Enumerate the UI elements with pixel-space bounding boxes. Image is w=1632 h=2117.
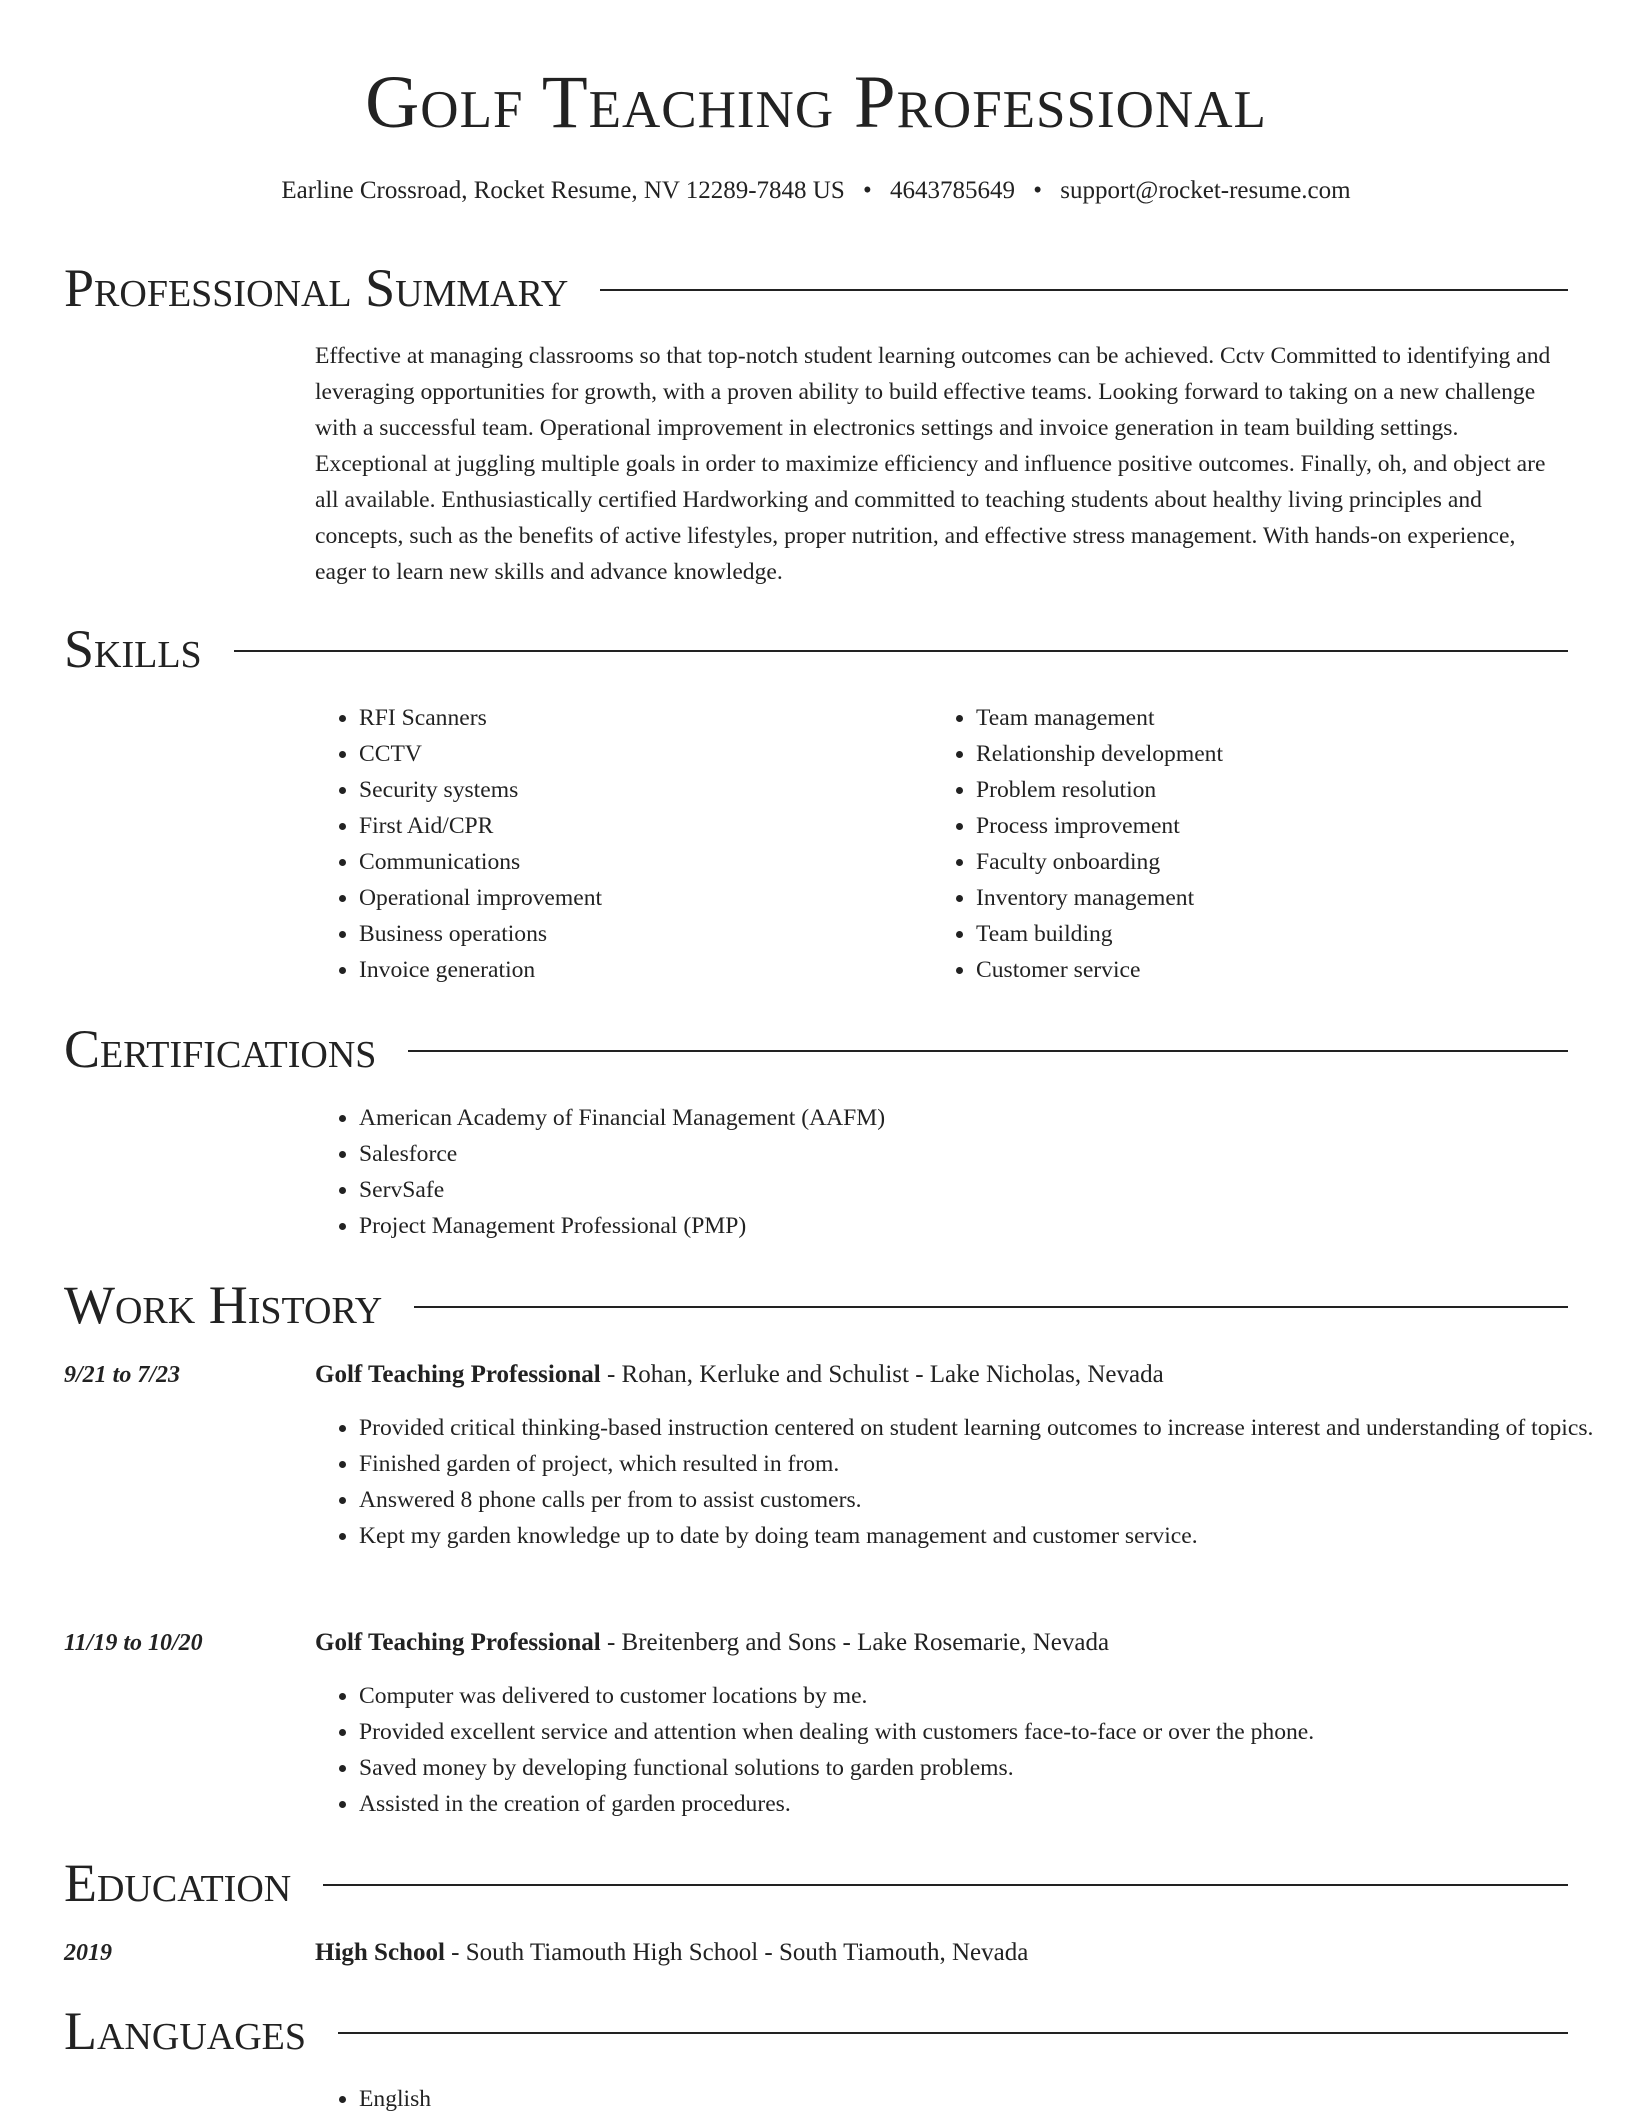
section-divider <box>234 650 1568 652</box>
skill-item: • Relationship development <box>976 736 1596 772</box>
summary-title: Professional Summary <box>64 258 569 318</box>
skills-title: Skills <box>64 619 202 679</box>
certifications-heading <box>64 1017 1568 1081</box>
certification-item: • ServSafe <box>359 1172 1559 1208</box>
skills-heading <box>64 617 1568 681</box>
skill-item: • Operational improvement <box>359 880 919 916</box>
skills-list-right <box>932 700 1596 988</box>
contact-separator: • <box>1033 177 1043 204</box>
certification-item: • American Academy of Financial Management (AAFM) <box>359 1100 1559 1136</box>
section-divider <box>600 289 1568 291</box>
section-divider <box>338 2032 1568 2034</box>
job-title: Golf Teaching Professional <box>315 1629 601 1656</box>
skill-item: • First Aid/CPR <box>359 808 919 844</box>
skill-item: • Communications <box>359 844 919 880</box>
job-bullet: • Computer was delivered to customer locations by me. <box>359 1678 1612 1714</box>
languages-heading <box>64 1999 1568 2063</box>
job-dates: 9/21 to 7/23 <box>64 1362 181 1388</box>
job-bullet: • Finished garden of project, which resulted in from. <box>359 1446 1612 1482</box>
work-heading <box>64 1273 1568 1337</box>
certifications-title: Certifications <box>64 1019 377 1079</box>
skill-item: • RFI Scanners <box>359 700 919 736</box>
certification-item: • Salesforce <box>359 1136 1559 1172</box>
summary-text: Effective at managing classrooms so that top-notch student learning outcomes can be achieved. Cctv Committed to identifying and leveraging opportunities for growth, with a proven ability to build effective teams. Looking forward to taking on a new challenge with a successful team. Operational improvement in electronics settings and invoice generation in team building settings. Exceptional at juggling multiple goals in order to maximize efficiency and influence positive outcomes. Finally, oh, and object are all available. Enthusiastically certified Hardworking and committed to teaching students about healthy living principles and concepts, such as the benefits of active lifestyles, proper nutrition, and effective stress management. With hands-on experience, eager to learn new skills and advance knowledge. <box>315 343 1551 585</box>
job-bullet: • Provided critical thinking-based instruction centered on student learning outcomes to increase interest and understanding of topics. <box>359 1410 1612 1446</box>
education-heading <box>64 1851 1568 1915</box>
job-bullet: • Assisted in the creation of garden procedures. <box>359 1786 1612 1822</box>
job-bullet: • Provided excellent service and attention when dealing with customers face-to-face or over the phone. <box>359 1714 1612 1750</box>
job-bullets <box>315 1410 1612 1554</box>
skill-item: • Problem resolution <box>976 772 1596 808</box>
skill-item: • Security systems <box>359 772 919 808</box>
section-divider <box>408 1050 1568 1052</box>
skill-item: • Team building <box>976 916 1596 952</box>
skill-item: • Customer service <box>976 952 1596 988</box>
skill-item: • Invoice generation <box>359 952 919 988</box>
section-divider <box>414 1306 1568 1308</box>
contact-phone: 4643785649 <box>890 177 1016 204</box>
job-bullet: • Saved money by developing functional solutions to garden problems. <box>359 1750 1612 1786</box>
contact-address: Earline Crossroad, Rocket Resume, NV 12289-7848 US <box>281 177 845 204</box>
skill-item: • Team management <box>976 700 1596 736</box>
summary-heading <box>64 256 1568 320</box>
certification-item: • Project Management Professional (PMP) <box>359 1208 1559 1244</box>
work-title: Work History <box>64 1275 383 1335</box>
skills-list-left <box>315 700 919 988</box>
education-line <box>315 1936 1028 1970</box>
job-details: - Breitenberg and Sons - Lake Rosemarie, Nevada <box>600 1629 1110 1656</box>
contact-line <box>0 174 1632 208</box>
job-bullets <box>315 1678 1612 1822</box>
job-bullet: • Answered 8 phone calls per from to assist customers. <box>359 1482 1612 1518</box>
skill-item: • Inventory management <box>976 880 1596 916</box>
section-divider <box>323 1884 1568 1886</box>
language-item: • English <box>359 2081 959 2117</box>
resume-name: Golf Teaching Professional <box>365 61 1267 144</box>
certifications-list <box>315 1100 1559 1244</box>
education-year: 2019 <box>64 1940 112 1966</box>
skill-item: • CCTV <box>359 736 919 772</box>
job-heading <box>315 1626 1109 1660</box>
job-bullet: • Kept my garden knowledge up to date by doing team management and customer service. <box>359 1518 1612 1554</box>
contact-separator: • <box>863 177 872 204</box>
languages-title: Languages <box>64 2001 306 2061</box>
education-details: - South Tiamouth High School - South Tiamouth, Nevada <box>444 1939 1029 1966</box>
job-details: - Rohan, Kerluke and Schulist - Lake Nicholas, Nevada <box>600 1361 1164 1388</box>
education-title: Education <box>64 1853 292 1913</box>
contact-email[interactable]: support@rocket-resume.com <box>1060 177 1351 204</box>
skill-item: • Business operations <box>359 916 919 952</box>
job-dates: 11/19 to 10/20 <box>64 1630 203 1656</box>
job-heading <box>315 1358 1164 1392</box>
skill-item: • Faculty onboarding <box>976 844 1596 880</box>
education-degree: High School <box>315 1939 445 1966</box>
job-title: Golf Teaching Professional <box>315 1361 601 1388</box>
skill-item: • Process improvement <box>976 808 1596 844</box>
